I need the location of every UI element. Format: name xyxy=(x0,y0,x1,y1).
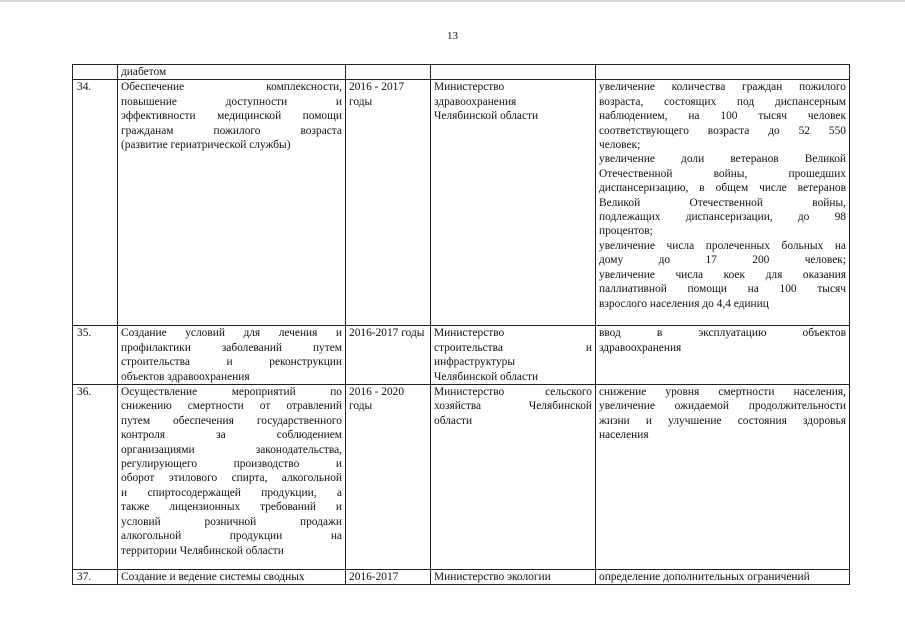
cell-line: снижение уровня смертности населения, xyxy=(599,386,846,399)
cell-line: Челябинской области xyxy=(434,370,539,383)
cell-line: также лицензионных требований и xyxy=(121,501,342,514)
period-cell xyxy=(346,80,431,326)
cell-line: строительства и xyxy=(434,341,592,354)
cell-line: Обеспечение комплексности, xyxy=(121,81,342,94)
period-text: 2016-2017 xyxy=(349,571,399,584)
cell-line: увеличение числа пролеченных больных на xyxy=(599,239,846,252)
cell-line: жизни и улучшение состояния здоровья xyxy=(599,414,846,427)
cell-line: паллиативной помощи на 100 тысяч xyxy=(599,283,846,296)
executor-cell xyxy=(431,570,596,585)
cell-line: здравоохранения xyxy=(434,95,517,108)
cell-line: процентов; xyxy=(599,225,653,238)
cell-line: человек; xyxy=(599,139,641,152)
cell-line: хозяйства Челябинской xyxy=(434,400,592,413)
row-number-cell xyxy=(73,326,118,385)
row-number-cell xyxy=(73,65,118,80)
cell-line: повышение доступности и xyxy=(121,95,342,108)
table-row xyxy=(73,65,850,80)
table-row xyxy=(73,570,850,585)
cell-line: Министерство экологии xyxy=(434,571,551,584)
table-row xyxy=(73,385,850,570)
cell-line: снижению смертности от отравлений xyxy=(121,400,342,413)
period-text: 2016-2017 годы xyxy=(349,327,425,340)
period-cell xyxy=(346,570,431,585)
cell-line: Министерство xyxy=(434,81,505,94)
cell-line: взрослого населения до 4,4 единиц xyxy=(599,297,769,310)
cell-line: увеличение числа коек для оказания xyxy=(599,268,846,281)
activity-cell xyxy=(118,65,346,80)
cell-line: Великой Отечественной войны, xyxy=(599,196,846,209)
row-number: 34. xyxy=(77,81,92,94)
cell-line: Министерство xyxy=(434,327,505,340)
cell-line: объектов здравоохранения xyxy=(121,370,250,383)
cell-line: увеличение ожидаемой продолжительности xyxy=(599,400,846,413)
activity-cell xyxy=(118,570,346,585)
activity-cell xyxy=(118,385,346,570)
cell-line: увеличение доли ветеранов Великой xyxy=(599,153,846,166)
cell-line: диабетом xyxy=(121,66,167,78)
period-cell xyxy=(346,326,431,385)
cell-line: гражданам пожилого возраста xyxy=(121,124,342,137)
cell-line: организациями законодательства, xyxy=(121,443,342,456)
executor-cell xyxy=(431,80,596,326)
cell-line: Осуществление мероприятий по xyxy=(121,386,342,399)
cell-line: Министерство сельского xyxy=(434,386,592,399)
cell-line: и спиртосодержащей продукции, а xyxy=(121,486,342,499)
cell-line: возраста, состоящих под диспансерным xyxy=(599,95,846,108)
cell-line: области xyxy=(434,414,473,427)
cell-line: подлежащих диспансеризации, до 98 xyxy=(599,211,846,224)
executor-cell xyxy=(431,385,596,570)
cell-line: ввод в эксплуатацию объектов xyxy=(599,327,846,340)
period-cell xyxy=(346,385,431,570)
cell-line: инфраструктуры xyxy=(434,356,515,369)
result-cell xyxy=(596,65,850,80)
row-number: 36. xyxy=(77,386,92,399)
measures-table xyxy=(72,64,850,585)
activity-cell xyxy=(118,80,346,326)
cell-line: регулирующего производство и xyxy=(121,458,342,471)
cell-line: контроля за соблюдением xyxy=(121,429,342,442)
cell-line: путем обеспечения государственного xyxy=(121,414,342,427)
result-cell xyxy=(596,570,850,585)
period-text: 2016 - 2020 годы xyxy=(349,386,405,413)
cell-line: (развитие гериатрической службы) xyxy=(121,139,291,152)
cell-line: диспансеризацию, в общем числе ветеранов xyxy=(599,182,846,195)
cell-line: дому до 17 200 человек; xyxy=(599,254,846,267)
table-row xyxy=(73,80,850,326)
page-number: 13 xyxy=(447,30,458,42)
activity-cell xyxy=(118,326,346,385)
cell-line: условий розничной продажи xyxy=(121,515,342,528)
cell-line: определение дополнительных ограничений xyxy=(599,571,810,584)
row-number: 35. xyxy=(77,327,92,340)
cell-line: профилактики заболеваний путем xyxy=(121,341,342,354)
period-cell xyxy=(346,65,431,80)
cell-line: территории Челябинской области xyxy=(121,544,284,557)
cell-line: соответствующего возраста до 52 550 xyxy=(599,124,846,137)
cell-line: наблюдением, на 100 тысяч человек xyxy=(599,110,846,123)
cell-line: увеличение количества граждан пожилого xyxy=(599,81,846,94)
row-number-cell xyxy=(73,570,118,585)
cell-line: Челябинской области xyxy=(434,110,539,123)
result-cell xyxy=(596,80,850,326)
executor-cell xyxy=(431,326,596,385)
period-text: 2016 - 2017 годы xyxy=(349,81,405,108)
result-cell xyxy=(596,385,850,570)
executor-cell xyxy=(431,65,596,80)
cell-line: оборот этилового спирта, алкогольной xyxy=(121,472,342,485)
row-number-cell xyxy=(73,80,118,326)
cell-line: здравоохранения xyxy=(599,341,682,354)
row-number: 37. xyxy=(77,571,92,584)
cell-line: строительства и реконструкции xyxy=(121,356,342,369)
table-row xyxy=(73,326,850,385)
row-number-cell xyxy=(73,385,118,570)
cell-line: алкогольной продукции на xyxy=(121,530,342,543)
cell-line: Отечественной войны, прошедших xyxy=(599,167,846,180)
cell-line: Создание и ведение системы сводных xyxy=(121,571,305,584)
cell-line: населения xyxy=(599,429,649,442)
top-border-line xyxy=(0,0,905,2)
cell-line: эффективности медицинской помощи xyxy=(121,110,342,123)
cell-line: Создание условий для лечения и xyxy=(121,327,342,340)
result-cell xyxy=(596,326,850,385)
